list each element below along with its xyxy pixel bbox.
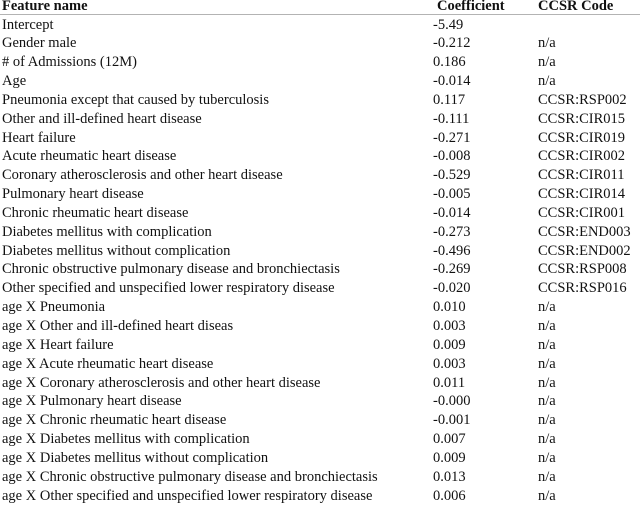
column-header-coefficient: Coefficient <box>437 0 505 13</box>
table-row <box>0 91 640 110</box>
coefficient-cell: -0.271 <box>433 129 471 146</box>
ccsr-code-cell: n/a <box>538 355 556 372</box>
ccsr-code-cell: CCSR:CIR001 <box>538 204 626 221</box>
coefficient-cell: -5.49 <box>433 16 464 33</box>
table-row <box>0 204 640 223</box>
feature-name-cell: age X Coronary atherosclerosis and other heart disease <box>2 374 321 391</box>
feature-name-cell: age X Diabetes mellitus with complication <box>2 431 250 448</box>
ccsr-code-cell: CCSR:CIR002 <box>538 148 626 165</box>
ccsr-code-cell: CCSR:CIR011 <box>538 167 625 184</box>
table-row <box>0 16 640 35</box>
coefficient-cell: -0.020 <box>433 280 471 297</box>
ccsr-code-cell: n/a <box>538 468 556 485</box>
feature-name-cell: Coronary atherosclerosis and other heart disease <box>2 167 283 184</box>
coefficient-cell: -0.212 <box>433 35 471 52</box>
ccsr-code-cell: n/a <box>538 35 556 52</box>
table-row <box>0 317 640 336</box>
table-row <box>0 279 640 298</box>
coefficient-cell: -0.111 <box>433 110 470 127</box>
feature-name-cell: age X Other specified and unspecified lower respiratory disease <box>2 487 373 504</box>
ccsr-code-cell: n/a <box>538 54 556 71</box>
feature-name-cell: Other and ill-defined heart disease <box>2 110 202 127</box>
feature-name-cell: age X Acute rheumatic heart disease <box>2 355 214 372</box>
table-row <box>0 147 640 166</box>
feature-name-cell: age X Pneumonia <box>2 299 106 316</box>
feature-name-cell: Heart failure <box>2 129 76 146</box>
table-row <box>0 72 640 91</box>
table-row <box>0 449 640 468</box>
table-row <box>0 487 640 505</box>
ccsr-code-cell: CCSR:RSP002 <box>538 91 627 108</box>
table-row <box>0 223 640 242</box>
ccsr-code-cell: n/a <box>538 374 556 391</box>
table-row <box>0 430 640 449</box>
feature-name-cell: age X Chronic rheumatic heart disease <box>2 412 227 429</box>
table-body <box>0 16 640 505</box>
feature-name-cell: age X Heart failure <box>2 336 114 353</box>
coefficient-cell: 0.007 <box>433 431 466 448</box>
ccsr-code-cell: CCSR:RSP016 <box>538 280 627 297</box>
coefficient-cell: -0.005 <box>433 186 471 203</box>
column-header-ccsr-code: CCSR Code <box>538 0 614 13</box>
table-row <box>0 260 640 279</box>
coefficient-cell: -0.496 <box>433 242 471 259</box>
feature-name-cell: Pneumonia except that caused by tuberculosis <box>2 91 269 108</box>
coefficient-cell: 0.117 <box>433 91 466 108</box>
ccsr-code-cell: n/a <box>538 336 556 353</box>
ccsr-code-cell: n/a <box>538 299 556 316</box>
ccsr-code-cell: n/a <box>538 412 556 429</box>
ccsr-code-cell: n/a <box>538 449 556 466</box>
feature-name-cell: age X Diabetes mellitus without complication <box>2 449 269 466</box>
coefficient-cell: 0.010 <box>433 299 466 316</box>
ccsr-code-cell: n/a <box>538 73 556 90</box>
ccsr-code-cell: n/a <box>538 431 556 448</box>
ccsr-code-cell: CCSR:CIR019 <box>538 129 626 146</box>
ccsr-code-cell: CCSR:RSP008 <box>538 261 627 278</box>
table-header-row <box>0 0 640 15</box>
coefficient-cell: 0.003 <box>433 318 466 334</box>
feature-name-cell: # of Admissions (12M) <box>2 54 137 71</box>
coefficient-cell: -0.014 <box>433 204 471 221</box>
coefficient-cell: -0.273 <box>433 223 471 240</box>
coefficient-cell: -0.269 <box>433 261 471 278</box>
feature-name-cell: Pulmonary heart disease <box>2 186 144 203</box>
table-row <box>0 392 640 411</box>
table-row <box>0 129 640 148</box>
ccsr-code-cell: n/a <box>538 393 556 410</box>
feature-name-cell: Acute rheumatic heart disease <box>2 148 177 165</box>
table-row <box>0 34 640 53</box>
table-row <box>0 468 640 487</box>
table-row <box>0 185 640 204</box>
ccsr-code-cell: CCSR:CIR014 <box>538 186 626 203</box>
coefficient-cell: -0.529 <box>433 167 471 184</box>
table-row <box>0 166 640 185</box>
table-row <box>0 355 640 374</box>
coefficient-cell: -0.014 <box>433 73 471 90</box>
coefficient-cell: 0.011 <box>433 374 466 391</box>
feature-name-cell: Diabetes mellitus with complication <box>2 223 212 240</box>
table-row <box>0 411 640 430</box>
coefficient-cell: 0.003 <box>433 355 466 372</box>
coefficient-cell: 0.186 <box>433 54 466 71</box>
coefficient-cell: 0.009 <box>433 449 466 466</box>
feature-name-cell: age X Pulmonary heart disease <box>2 393 182 410</box>
table-row <box>0 110 640 129</box>
coefficient-cell: -0.001 <box>433 412 471 429</box>
feature-name-cell: Intercept <box>2 16 54 33</box>
feature-name-cell: Age <box>2 73 27 90</box>
table-row <box>0 242 640 261</box>
coefficient-cell: 0.006 <box>433 487 466 504</box>
table-row <box>0 374 640 393</box>
feature-name-cell: age X Chronic obstructive pulmonary disease and bronchiectasis <box>2 468 378 485</box>
column-header-feature-name: Feature name <box>2 0 88 13</box>
ccsr-code-cell: n/a <box>538 318 556 334</box>
feature-name-cell: Chronic obstructive pulmonary disease and bronchiectasis <box>2 261 340 278</box>
ccsr-code-cell: n/a <box>538 487 556 504</box>
table-row <box>0 336 640 355</box>
feature-name-cell: Other specified and unspecified lower respiratory disease <box>2 280 335 297</box>
coefficient-cell: 0.013 <box>433 468 466 485</box>
coefficient-cell: -0.000 <box>433 393 471 410</box>
coefficient-cell: -0.008 <box>433 148 471 165</box>
feature-name-cell: Diabetes mellitus without complication <box>2 242 231 259</box>
table-row <box>0 298 640 317</box>
coefficient-cell: 0.009 <box>433 336 466 353</box>
table-row <box>0 53 640 72</box>
feature-name-cell: Gender male <box>2 35 77 52</box>
ccsr-code-cell: CCSR:END003 <box>538 223 631 240</box>
ccsr-code-cell: CCSR:END002 <box>538 242 631 259</box>
feature-name-cell: age X Other and ill-defined heart diseas <box>2 318 234 334</box>
ccsr-code-cell: CCSR:CIR015 <box>538 110 626 127</box>
feature-name-cell: Chronic rheumatic heart disease <box>2 204 189 221</box>
